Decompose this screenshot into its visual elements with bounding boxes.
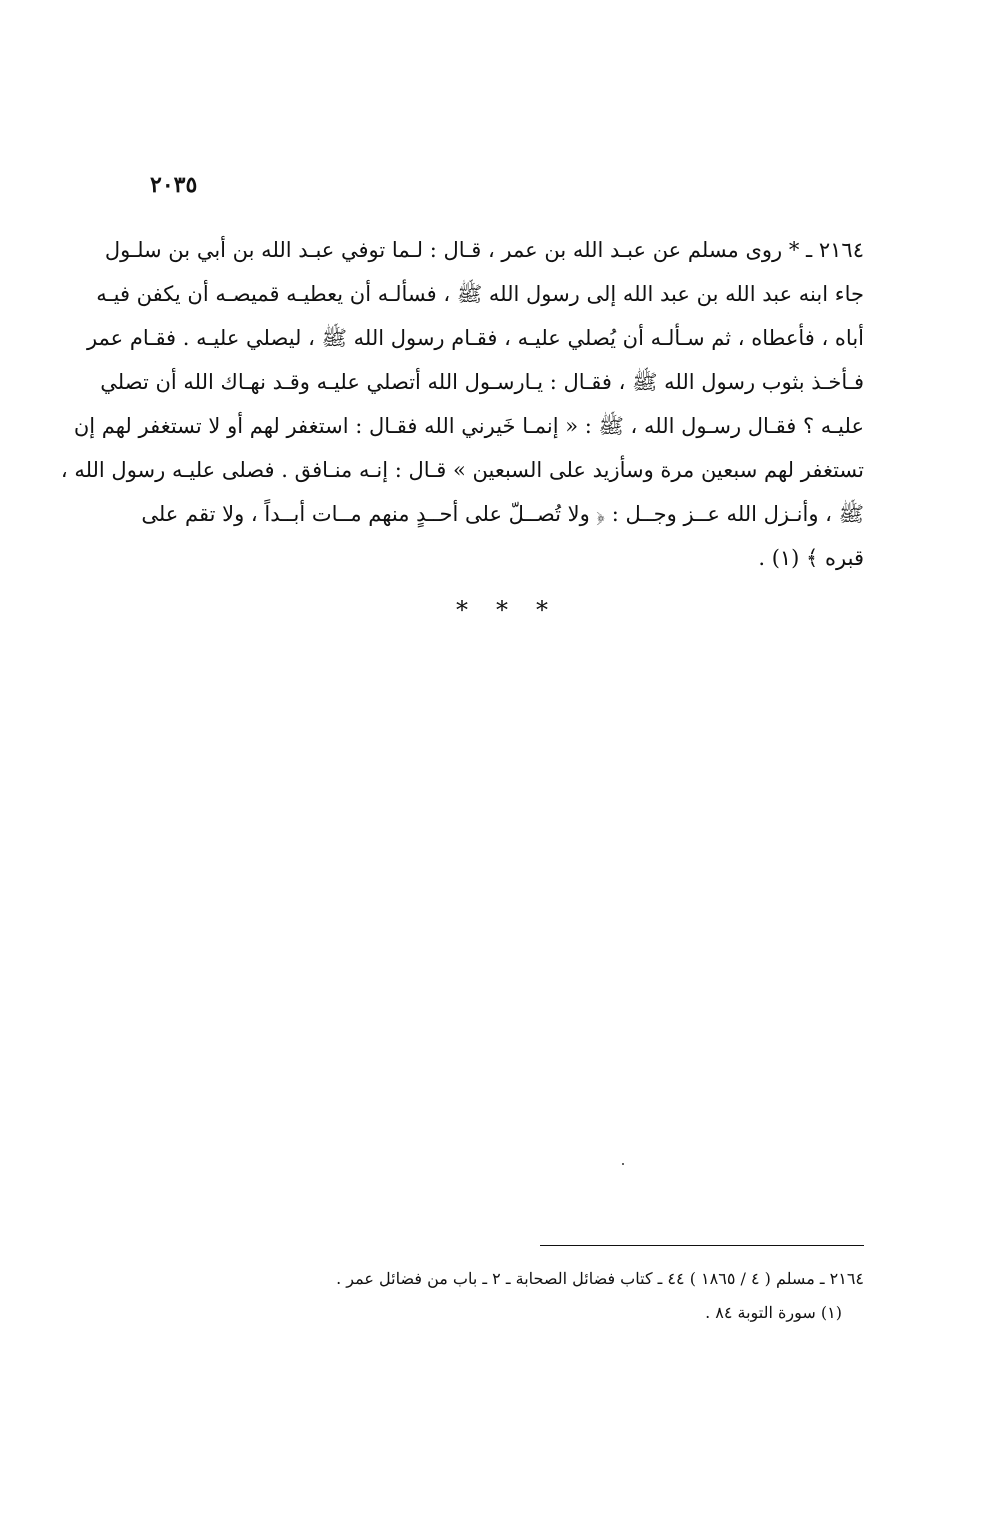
footnote-source: ٢١٦٤ ـ مسلم ( ٤ / ١٨٦٥ ) ٤٤ ـ كتاب فضائل الصحابة ـ ٢ ـ باب من فضائل عمر .: [336, 1269, 864, 1288]
stray-dot: [622, 1163, 624, 1165]
separator-star: *: [456, 596, 468, 624]
footnotes: [158, 1262, 864, 1330]
hadith-line: جاء ابنه عبد الله بن عبد الله إلى رسول الله ﷺ ، فسألـه أن يعطيـه قميصـه أن يكفن فيـه: [96, 282, 864, 306]
hadith-line: ٢١٦٤ ـ * روى مسلم عن عبـد الله بن عمر ، قـال : لـما توفي عبـد الله بن أبي بن سلـول: [104, 238, 864, 262]
hadith-line: أباه ، فأعطاه ، ثم سـألـه أن يُصلي عليـه ، فقـام رسول الله ﷺ ، ليصلي عليـه . فقـام عمر: [86, 326, 864, 350]
hadith-line: ﷺ ، وأنـزل الله عــز وجــل : ﴿ ولا تُصــلّ على أحــدٍ منهم مــات أبــداً ، ولا تقم على: [141, 502, 864, 526]
footnote-divider: [540, 1245, 864, 1246]
hadith-line: فـأخـذ بثوب رسول الله ﷺ ، فقـال : يـارسـول الله أتصلي عليـه وقـد نهـاك الله أن تصلي: [100, 370, 864, 394]
separator-star: *: [536, 596, 548, 624]
footnote-1: (١) سورة التوبة ٨٤ .: [705, 1303, 842, 1322]
page-number: ٢٠٣٥: [150, 172, 198, 198]
hadith-line: قبره ﴾ (١) .: [758, 546, 864, 570]
hadith-line: تستغفر لهم سبعين مرة وسأزيد على السبعين » قـال : إنـه منـافق . فصلى عليـه رسول الله ،: [60, 458, 864, 482]
section-separator: [456, 596, 548, 624]
hadith-line: عليـه ؟ فقـال رسـول الله ، ﷺ : « إنمـا خَيرني الله فقـال : استغفر لهم أو لا تستغفر لهم إن: [73, 414, 864, 438]
separator-star: *: [496, 596, 508, 624]
hadith-text: [60, 228, 864, 580]
